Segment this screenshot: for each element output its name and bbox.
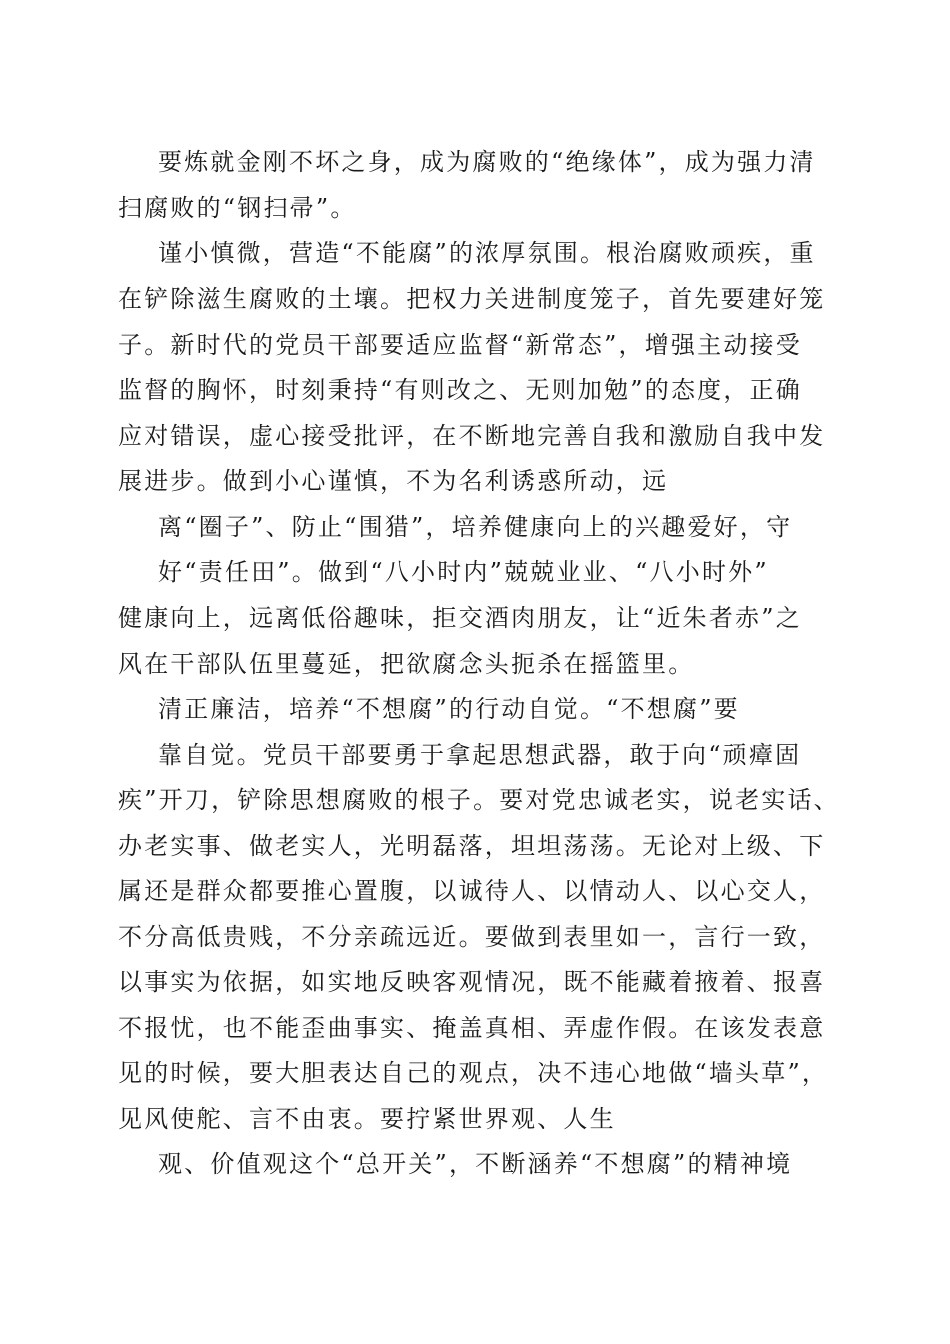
text-line: 不报忧，也不能歪曲事实、掩盖真相、弄虚作假。在该发表意 — [118, 1014, 826, 1042]
text-line: 子。新时代的党员干部要适应监督“新常态”，增强主动接受 — [118, 331, 802, 359]
text-line: 见风使舵、言不由衷。要拧紧世界观、人生 — [118, 1105, 616, 1133]
text-line: 靠自觉。党员干部要勇于拿起思想武器，敢于向“顽瘴固 — [158, 741, 802, 769]
text-line: 办老实事、做老实人，光明磊落，坦坦荡荡。无论对上级、下 — [118, 832, 826, 860]
text-line: 以事实为依据，如实地反映客观情况，既不能藏着掖着、报喜 — [118, 968, 826, 996]
text-line: 展进步。做到小心谨慎，不为名利诱惑所动，远 — [118, 467, 669, 495]
text-line: 不分高低贵贱，不分亲疏远近。要做到表里如一，言行一致， — [118, 923, 826, 951]
text-line: 谨小慎微，营造“不能腐”的浓厚氛围。根治腐败顽疾，重 — [158, 239, 816, 267]
text-line: 风在干部队伍里蔓延，把欲腐念头扼杀在摇篮里。 — [118, 650, 695, 678]
text-line: 在铲除滋生腐败的土壤。把权力关进制度笼子，首先要建好笼 — [118, 285, 826, 313]
text-line: 应对错误，虚心接受批评，在不断地完善自我和激励自我中发 — [118, 422, 826, 450]
text-line: 属还是群众都要推心置腹，以诚待人、以情动人、以心交人， — [118, 877, 826, 905]
text-line: 健康向上，远离低俗趣味，拒交酒肉朋友，让“近朱者赤”之 — [118, 604, 802, 632]
text-line: 扫腐败的“钢扫帚”。 — [118, 194, 357, 222]
text-line: 离“圈子”、防止“围猎”，培养健康向上的兴趣爱好，守 — [158, 513, 793, 541]
text-line: 好“责任田”。做到“八小时内”兢兢业业、“八小时外” — [158, 558, 769, 586]
text-line: 监督的胸怀，时刻秉持“有则改之、无则加勉”的态度，正确 — [118, 376, 802, 404]
text-line: 清正廉洁，培养“不想腐”的行动自觉。“不想腐”要 — [158, 695, 740, 723]
text-line: 见的时候，要大胆表达自己的观点，决不违心地做“墙头草”， — [118, 1059, 829, 1087]
text-line: 疾”开刀，铲除思想腐败的根子。要对党忠诚老实，说老实话、 — [118, 786, 840, 814]
text-line: 观、价值观这个“总开关”，不断涵养“不想腐”的精神境 — [158, 1150, 793, 1178]
text-line: 要炼就金刚不坏之身，成为腐败的“绝缘体”，成为强力清 — [158, 148, 816, 176]
